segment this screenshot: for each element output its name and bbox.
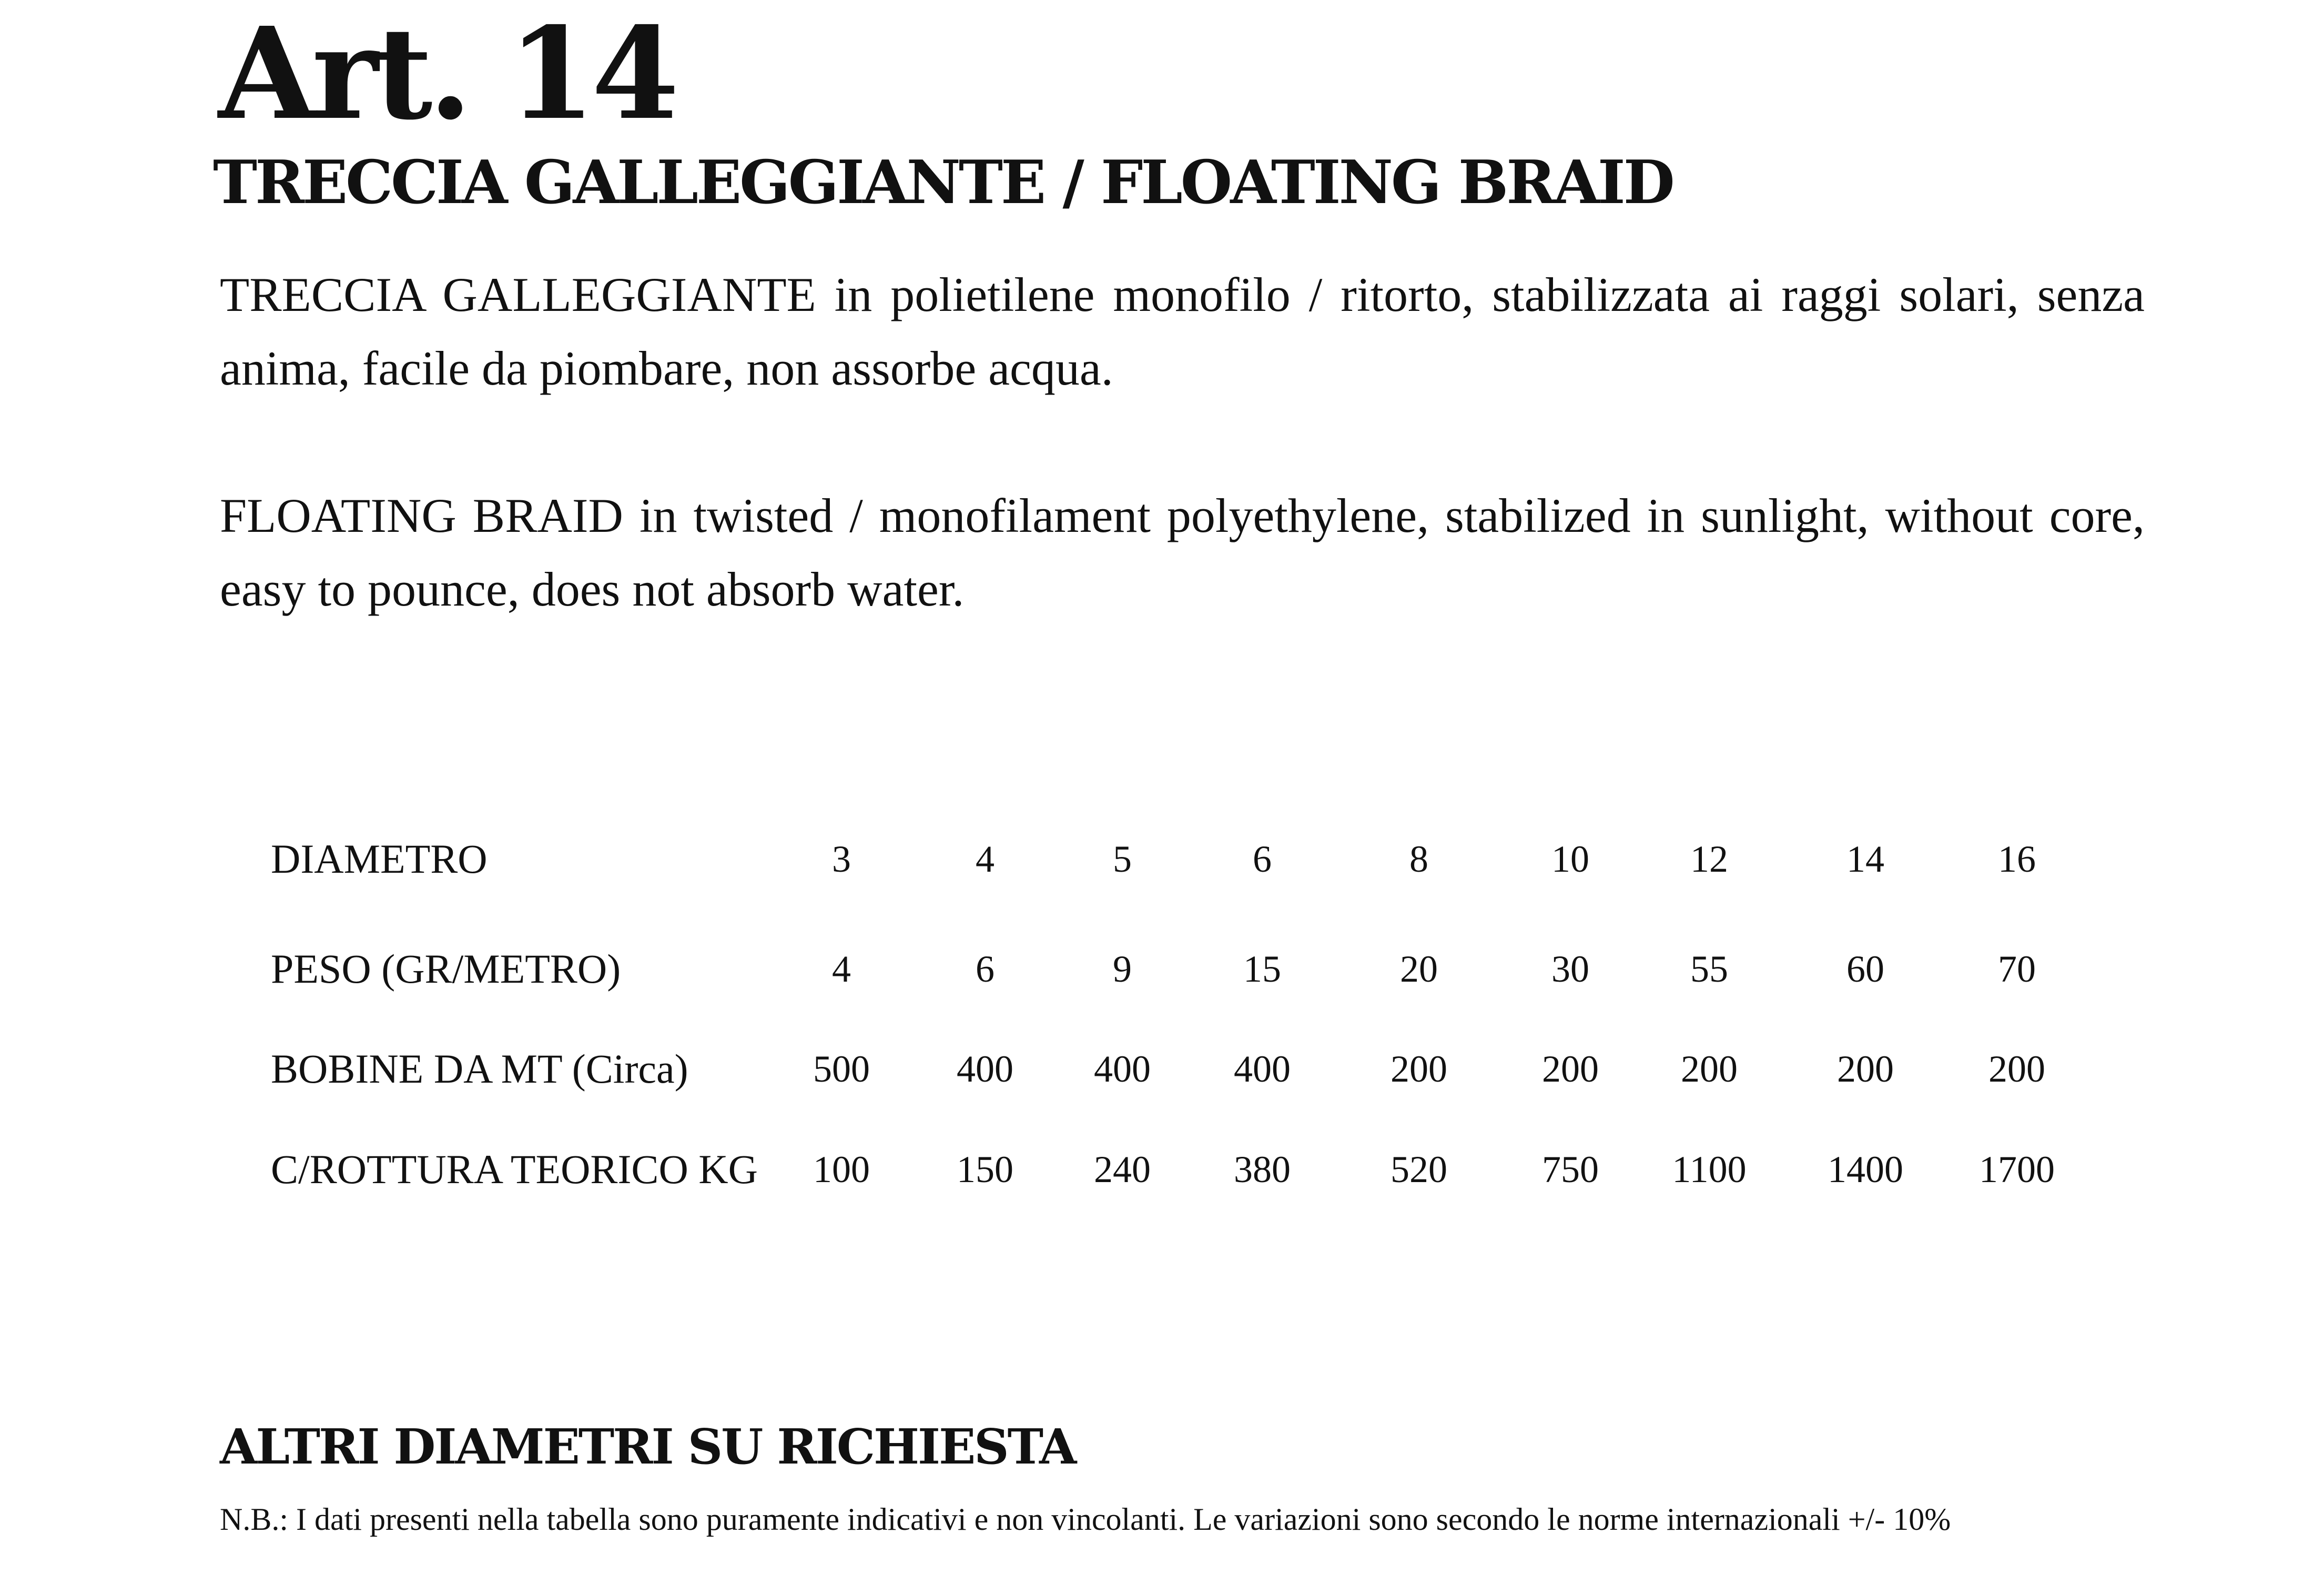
table-cell: 1400	[1828, 1148, 1903, 1190]
table-cell: 1700	[1979, 1148, 2055, 1190]
disclaimer-note: N.B.: I dati presenti nella tabella sono puramente indicativi e non vincolanti. Le variazioni sono secondo le norme internazionali +/- 10%	[220, 1502, 1951, 1537]
table-cell: 70	[1998, 948, 2036, 990]
table-cell: 1100	[1672, 1148, 1747, 1190]
table-cell: 14	[1846, 838, 1884, 880]
table-cell: 200	[1837, 1048, 1894, 1090]
table-cell: 520	[1391, 1148, 1447, 1190]
table-cell: 4	[976, 838, 994, 880]
product-subtitle: TRECCIA GALLEGGIANTE / FLOATING BRAID	[213, 147, 1673, 217]
table-cell: 5	[1113, 838, 1132, 880]
table-cell: 200	[1391, 1048, 1447, 1090]
table-cell: 60	[1846, 948, 1884, 990]
table-cell: 16	[1998, 838, 2036, 880]
table-cell: 400	[957, 1048, 1013, 1090]
row-label: C/ROTTURA TEORICO KG	[271, 1146, 758, 1192]
table-cell: 200	[1542, 1048, 1599, 1090]
row-label: PESO (GR/METRO)	[271, 946, 621, 992]
row-label: BOBINE DA MT (Circa)	[271, 1046, 688, 1092]
description-english: FLOATING BRAID in twisted / monofilament polyethylene, stabilized in sunlight, without core, easy to pounce, does not absorb water.	[220, 489, 2145, 616]
row-label: DIAMETRO	[271, 836, 488, 882]
table-cell: 500	[813, 1048, 870, 1090]
table-row-peso	[0, 937, 2324, 1001]
table-row-diametro	[0, 828, 2324, 891]
table-cell: 10	[1551, 838, 1589, 880]
table-cell: 15	[1243, 948, 1281, 990]
table-cell: 6	[1253, 838, 1272, 880]
table-cell: 100	[813, 1148, 870, 1190]
table-row-rottura	[0, 1138, 2324, 1201]
other-diameters-heading: ALTRI DIAMETRI SU RICHIESTA	[220, 1418, 1075, 1475]
article-number-title: Art. 14	[218, 0, 675, 148]
table-cell: 55	[1690, 948, 1728, 990]
table-cell: 200	[1988, 1048, 2045, 1090]
table-cell: 4	[832, 948, 851, 990]
table-cell: 240	[1094, 1148, 1151, 1190]
table-cell: 400	[1234, 1048, 1291, 1090]
table-cell: 380	[1234, 1148, 1291, 1190]
table-cell: 8	[1409, 838, 1428, 880]
table-cell: 30	[1551, 948, 1589, 990]
table-cell: 750	[1542, 1148, 1599, 1190]
table-cell: 150	[957, 1148, 1013, 1190]
table-cell: 6	[976, 948, 994, 990]
table-cell: 9	[1113, 948, 1132, 990]
table-row-bobine	[0, 1037, 2324, 1101]
table-cell: 12	[1690, 838, 1728, 880]
table-cell: 400	[1094, 1048, 1151, 1090]
table-cell: 200	[1681, 1048, 1738, 1090]
table-cell: 20	[1400, 948, 1438, 990]
description-italian: TRECCIA GALLEGGIANTE in polietilene monofilo / ritorto, stabilizzata ai raggi solari, senza anima, facile da piombare, non assorbe acqua.	[220, 268, 2145, 395]
table-cell: 3	[832, 838, 851, 880]
